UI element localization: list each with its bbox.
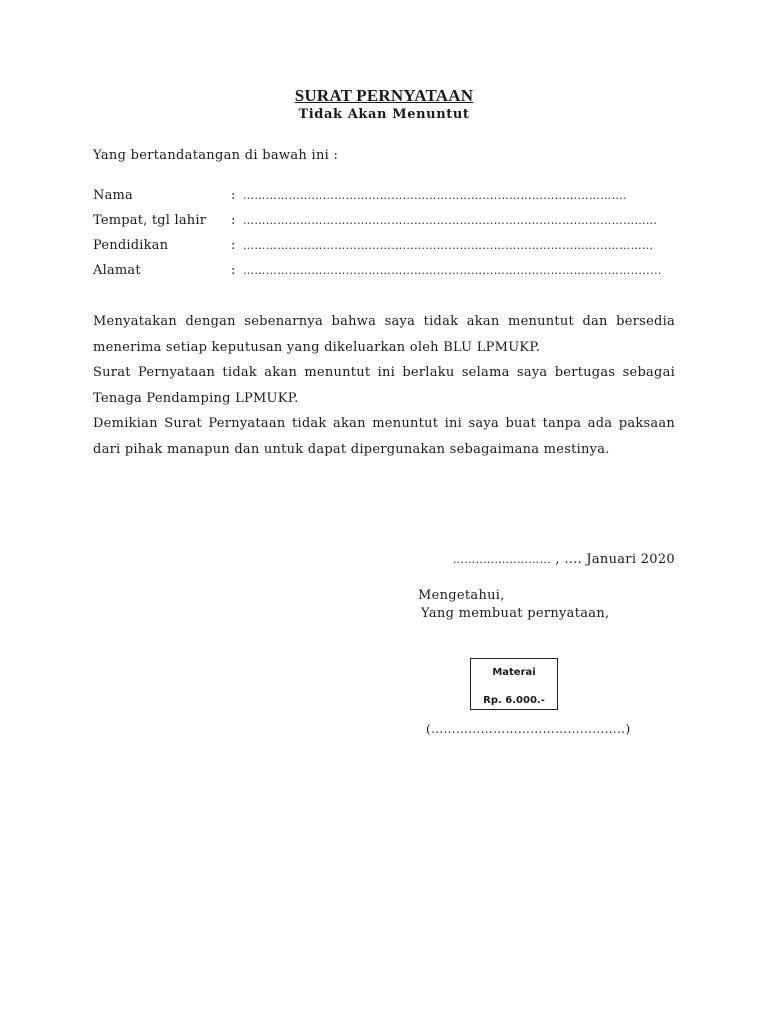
field-row-tempat-tgl-lahir <box>93 211 678 236</box>
field-row-alamat <box>93 261 678 286</box>
signature-name-line: (………………………………………..) <box>426 722 631 736</box>
stamp-duty-box <box>470 658 558 710</box>
field-colon: : <box>231 263 236 278</box>
field-label: Tempat, tgl lahir <box>93 213 207 228</box>
date-separator: , …. <box>550 552 582 567</box>
document-subtitle: Tidak Akan Menuntut <box>298 107 470 122</box>
field-colon: : <box>231 238 236 253</box>
place-date-line <box>413 552 675 567</box>
field-blank: ……………………………………………………………………………………………… <box>243 239 654 252</box>
field-blank: …………………………………………………………………………………………........ <box>243 264 662 277</box>
place-blank: ……..……………… <box>452 553 551 566</box>
statement-paragraph: Demikian Surat Pernyataan tidak akan menuntut ini saya buat tanpa ada paksaan dari pihak manapun dan untuk dapat dipergunakan sebagaimana mestinya. <box>93 416 675 457</box>
stamp-amount: Rp. 6.000.- <box>483 695 545 706</box>
intro-text: Yang bertandatangan di bawah ini : <box>93 148 339 163</box>
field-row-nama <box>93 186 678 211</box>
signer-label: Yang membuat pernyataan, <box>421 606 610 621</box>
field-label: Nama <box>93 188 134 203</box>
identity-fields <box>93 186 678 286</box>
field-colon: : <box>231 213 236 228</box>
statement-paragraph: Menyatakan dengan sebenarnya bahwa saya tidak akan menuntut dan bersedia menerima setiap keputusan yang dikeluarkan oleh BLU LPMUKP. <box>93 314 675 355</box>
statement-body <box>93 309 675 462</box>
statement-paragraph: Surat Pernyataan tidak akan menuntut ini berlaku selama saya bertugas sebagai Tenaga Pendamping LPMUKP. <box>93 365 675 406</box>
field-row-pendidikan <box>93 236 678 261</box>
field-blank: ………………………………………………………….……………………………. <box>243 189 627 202</box>
stamp-label: Materai <box>492 667 536 678</box>
field-label: Pendidikan <box>93 238 169 253</box>
acknowledged-label: Mengetahui, <box>418 588 505 603</box>
field-blank: …………………………………………………………………………….………………… <box>243 214 658 227</box>
date-text: Januari 2020 <box>581 552 675 567</box>
field-colon: : <box>231 188 236 203</box>
document-title: SURAT PERNYATAAN <box>294 86 474 105</box>
field-label: Alamat <box>93 263 141 278</box>
